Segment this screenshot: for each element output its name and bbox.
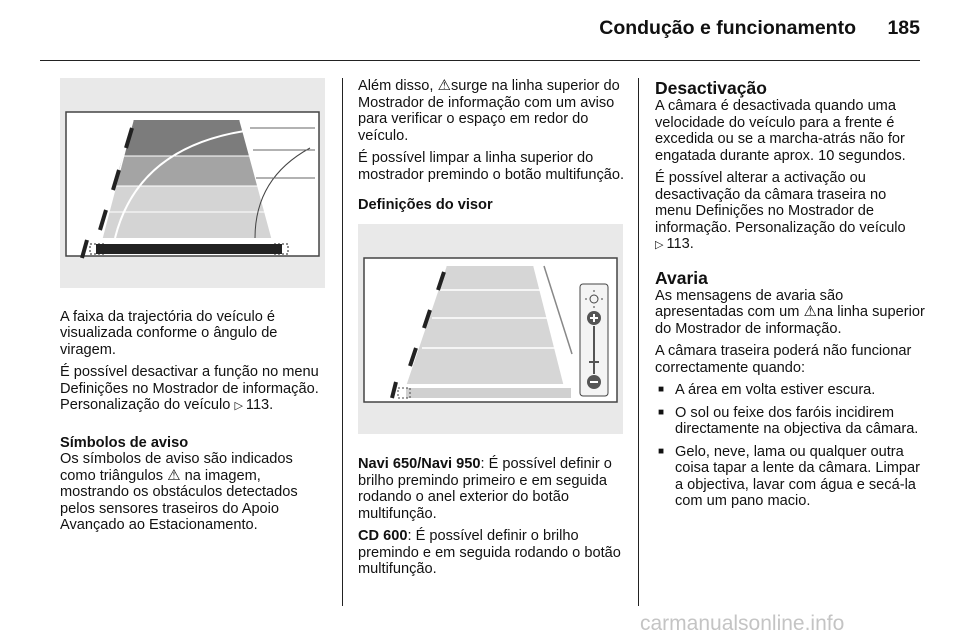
fault-conditions-list [655, 382, 925, 510]
paragraph-fault-messages: As mensagens de avaria são apresentadas com um ⚠na linha superior do Mostrador de informação. [655, 287, 925, 337]
list-item: ■ Gelo, neve, lama ou qualquer outra coisa tapar a lente da câmara. Limpar a objectiva, lavar com água e secá-la com um pano macio. [655, 444, 925, 510]
warning-triangle-icon: ⚠ [167, 466, 181, 484]
column-divider-left [342, 78, 343, 606]
paragraph-navi: Navi 650/Navi 950: É possível definir o brilho premindo primeiro e em seguida rodando o anel exterior do botão multifunção. [358, 456, 612, 522]
warning-triangle-icon: ⚠ [803, 303, 817, 320]
paragraph-deactivate: É possível desactivar a função no menu Definições no Mostrador de informação. Personalização do veículo ▷ 113. [60, 364, 330, 415]
paragraph-deactivation: A câmara é desactivada quando uma velocidade do veículo para a frente é excedida ou se a marcha-atrás não for engatada durante aprox. 10 segundos. [655, 98, 906, 164]
reference-arrow-icon [234, 397, 245, 413]
paragraph-warning-symbols: Os símbolos de aviso são indicados como triângulos ⚠ na imagem, mostrando os obstáculos detectados pelos sensores traseiros do Apoio Avançado ao Estacionamento. [60, 451, 298, 533]
page-number: 185 [887, 17, 920, 39]
header-rule [40, 60, 920, 61]
heading-warning-symbols: Símbolos de aviso [60, 434, 189, 451]
heading-fault: Avaria [655, 267, 708, 288]
warning-triangle-icon: ⚠ [437, 77, 451, 94]
paragraph-camera-conditions: A câmara traseira poderá não funcionar correctamente quando: [655, 343, 912, 376]
paragraph-cd600: CD 600: É possível definir o brilho premindo e em seguida rodando o botão multifunção. [358, 528, 621, 577]
reference-arrow-icon [655, 236, 666, 252]
heading-display-settings: Definições do visor [358, 197, 493, 213]
paragraph-clear-line: É possível limpar a linha superior do mostrador premindo o botão multifunção. [358, 150, 625, 183]
column-1 [60, 78, 330, 540]
column-3 [655, 78, 925, 516]
list-item: ■ O sol ou feixe dos faróis incidirem directamente na objectiva da câmara. [655, 405, 925, 438]
column-divider-right [638, 78, 639, 606]
column-2 [358, 78, 626, 584]
paragraph-trajectory: A faixa da trajectória do veículo é visualizada conforme o ângulo de viragem. [60, 308, 278, 358]
watermark: carmanualsonline.info [640, 612, 845, 635]
trajectory-camera-figure [60, 78, 325, 288]
paragraph-warning-line: Além disso, ⚠surge na linha superior do Mostrador de informação com um aviso para verificar o espaço em redor do veículo. [358, 77, 620, 144]
paragraph-activation-menu: É possível alterar a activação ou desactivação da câmara traseira no menu Definições no Mostrador de informação. Personalização do veículo ▷ 113. [655, 170, 925, 254]
display-settings-figure [358, 224, 623, 434]
heading-deactivation: Desactivação [655, 78, 767, 98]
page-header-title: Condução e funcionamento [599, 17, 856, 39]
list-item: ■ A área em volta estiver escura. [655, 382, 925, 399]
